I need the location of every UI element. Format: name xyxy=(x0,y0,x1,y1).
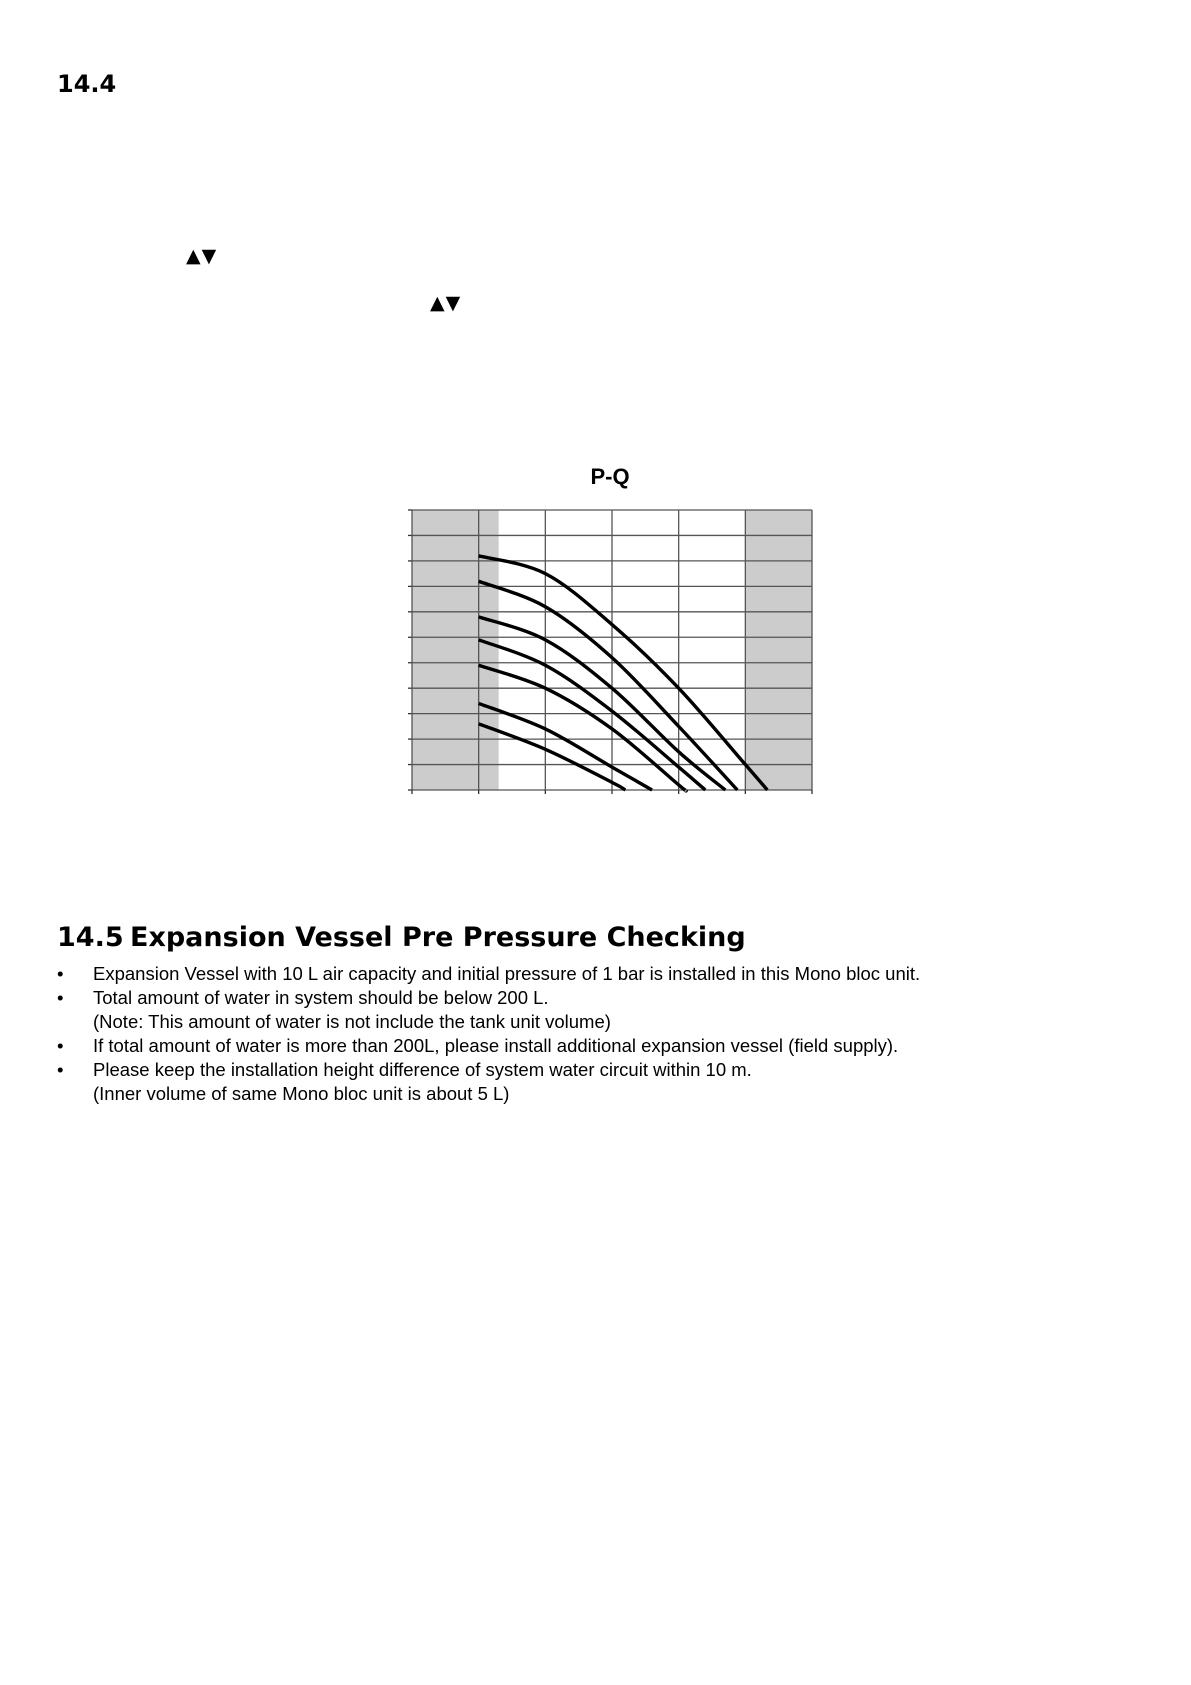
bullet-icon: • xyxy=(57,963,64,984)
chart-shaded-region xyxy=(745,510,812,790)
bullet-icon: • xyxy=(57,1035,64,1056)
list-item xyxy=(57,986,1147,1034)
section-14-5-title: Expansion Vessel Pre Pressure Checking xyxy=(130,922,746,953)
section-14-5-number: 14.5 xyxy=(57,922,124,953)
chart-title: P-Q xyxy=(590,465,630,489)
bullet-note: (Note: This amount of water is not include the tank unit volume) xyxy=(93,1011,611,1032)
bullet-note: (Inner volume of same Mono bloc unit is about 5 L) xyxy=(93,1083,510,1104)
list-item xyxy=(57,1034,1147,1058)
bullet-icon: • xyxy=(57,987,64,1008)
list-item xyxy=(57,1058,1147,1106)
section-14-5-heading xyxy=(57,922,746,953)
expansion-vessel-bullet-list xyxy=(57,962,1147,1106)
chart-series-line-1 xyxy=(479,556,768,790)
bullet-text: Total amount of water in system should be below 200 L. xyxy=(93,987,549,1008)
chart-series-line-6 xyxy=(479,703,652,790)
bullet-text: Please keep the installation height difference of system water circuit within 10 m. xyxy=(93,1059,752,1080)
chart-shaded-region xyxy=(412,510,499,790)
section-14-4-number: 14.4 xyxy=(57,70,117,98)
chart-series-group xyxy=(479,556,768,791)
up-down-arrows-icon: ▲▼ xyxy=(430,292,462,314)
up-down-arrows-icon: ▲▼ xyxy=(186,245,218,267)
list-item xyxy=(57,962,1147,986)
bullet-icon: • xyxy=(57,1059,64,1080)
pq-chart xyxy=(400,465,820,825)
bullet-text: If total amount of water is more than 200L, please install additional expansion vessel (field supply). xyxy=(93,1035,899,1056)
bullet-text: Expansion Vessel with 10 L air capacity and initial pressure of 1 bar is installed in this Mono bloc unit. xyxy=(93,963,921,984)
